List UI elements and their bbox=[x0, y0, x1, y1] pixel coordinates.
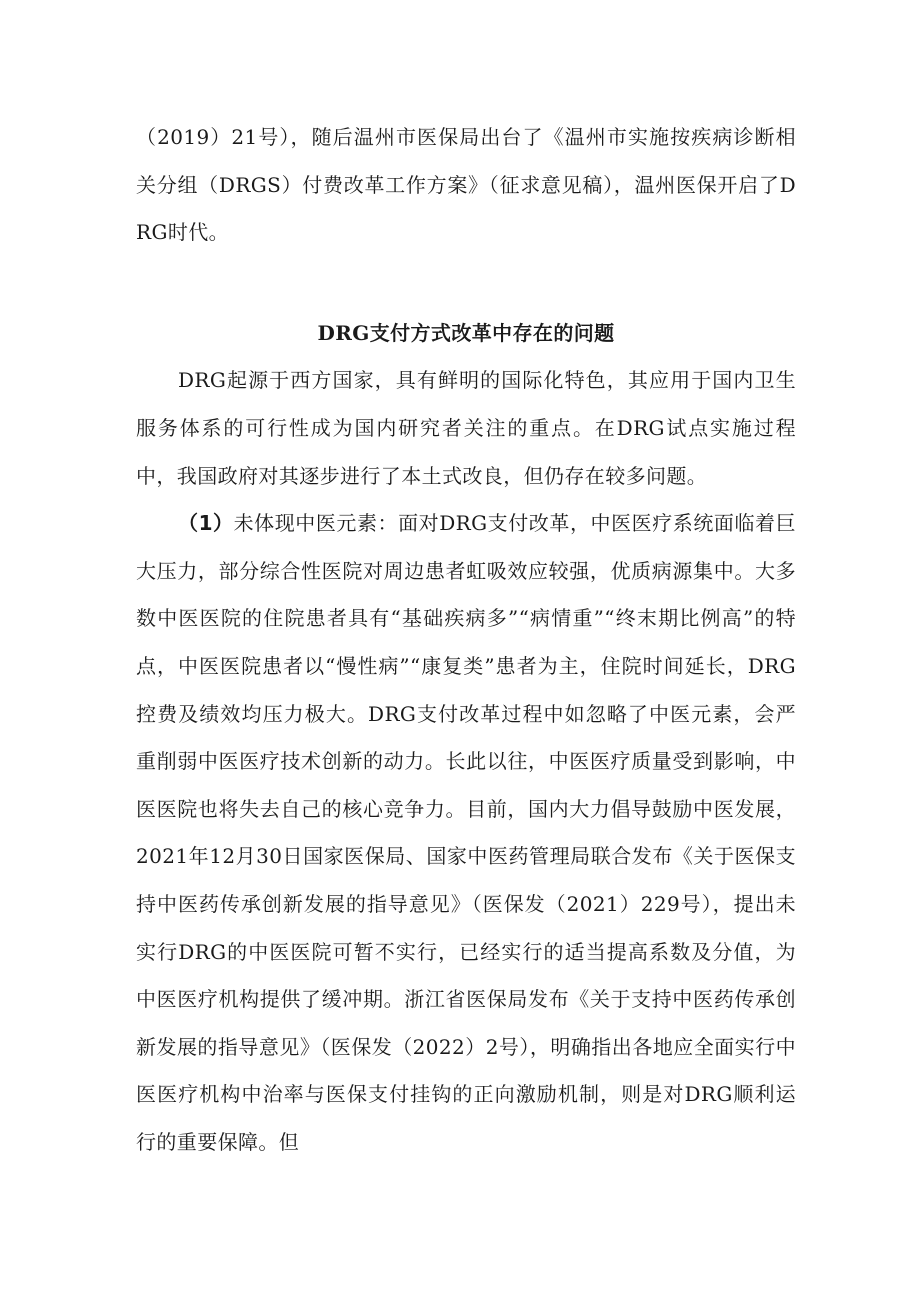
paragraph-intro: DRG起源于西方国家，具有鲜明的国际化特色，其应用于国内卫生服务体系的可行性成为国内研究者关注的重点。在DRG试点实施过程中，我国政府对其逐步进行了本土式改良，但仍存在较多问题。 bbox=[136, 368, 796, 488]
section-heading bbox=[136, 310, 796, 358]
item-1-label: （1） bbox=[178, 511, 234, 536]
paragraph-item-1 bbox=[136, 500, 796, 1166]
item-1-text: 未体现中医元素：面对DRG支付改革，中医医疗系统面临着巨大压力，部分综合性医院对周边患者虹吸效应较强，优质病源集中。大多数中医医院的住院患者具有“基础疾病多”“病情重”“终末期比例高”的特点，中医医院患者以“慢性病”“康复类”患者为主，住院时间延长，DRG控费及绩效均压力极大。DRG支付改革过程中如忽略了中医元素，会严重削弱中医医疗技术创新的动力。长此以往，中医医疗质量受到影响，中医医院也将失去自己的核心竞争力。目前，国内大力倡导鼓励中医发展，2021年12月30日国家医保局、国家中医药管理局联合发布《关于医保支持中医药传承创新发展的指导意见》（医保发（2021）229号），提出未实行DRG的中医医院可暂不实行，已经实行的适当提高系数及分值，为中医医疗机构提供了缓冲期。浙江省医保局发布《关于支持中医药传承创新发展的指导意见》（医保发（2022）2号），明确指出各地应全面实行中医医疗机构中治率与医保支付挂钩的正向激励机制，则是对DRG顺利运行的重要保障。但 bbox=[136, 511, 796, 1154]
document-body bbox=[136, 114, 796, 1166]
paragraph-continued: （2019）21号），随后温州市医保局出台了《温州市实施按疾病诊断相关分组（DRGS）付费改革工作方案》（征求意见稿），温州医保开启了DRG时代。 bbox=[136, 125, 796, 245]
section-title: DRG支付方式改革中存在的问题 bbox=[317, 320, 615, 345]
